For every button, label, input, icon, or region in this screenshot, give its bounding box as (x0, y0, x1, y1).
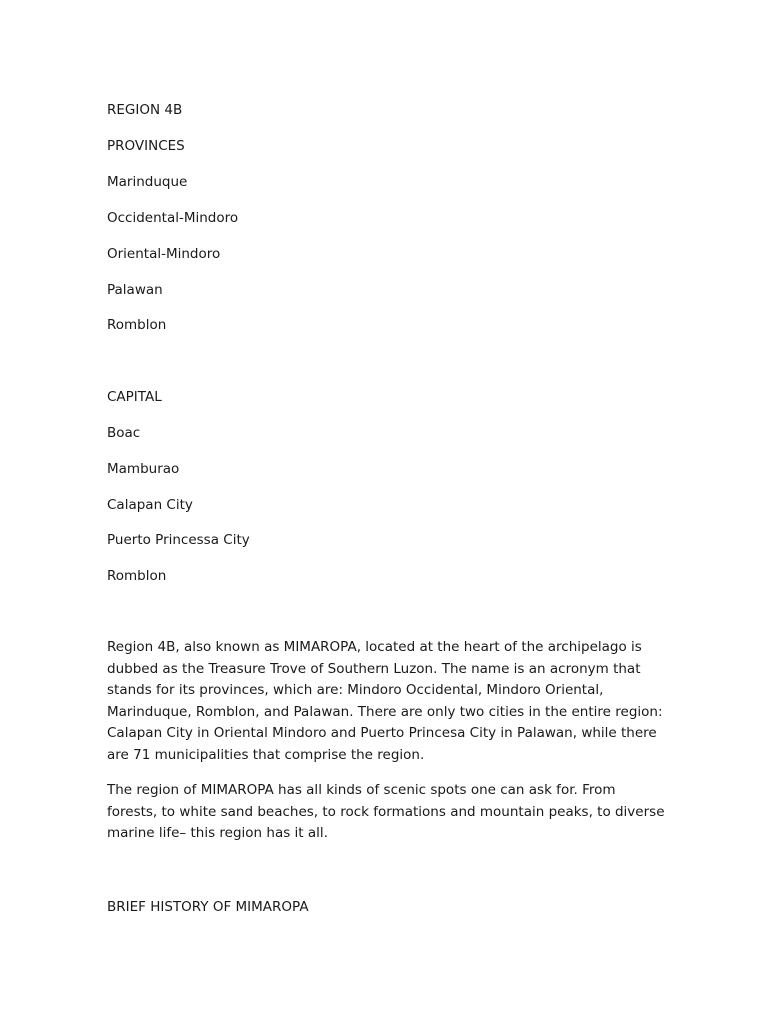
capital-heading: CAPITAL (107, 389, 162, 405)
capital-item: Puerto Princessa City (107, 532, 250, 548)
provinces-heading: PROVINCES (107, 138, 185, 154)
province-item: Oriental-Mindoro (107, 246, 221, 262)
capital-item: Mamburao (107, 461, 180, 477)
province-item: Marinduque (107, 174, 188, 190)
history-heading: BRIEF HISTORY OF MIMAROPA (107, 899, 309, 915)
scenic-paragraph: The region of MIMAROPA has all kinds of scenic spots one can ask for. From forests, to white sand beaches, to rock formations and mountain peaks, to diverse marine life– this region has it all. (107, 782, 665, 842)
region-heading: REGION 4B (107, 102, 183, 118)
province-item: Romblon (107, 317, 167, 333)
province-item: Palawan (107, 282, 163, 298)
capital-item: Boac (107, 425, 141, 441)
intro-paragraph: Region 4B, also known as MIMAROPA, located at the heart of the archipelago is dubbed as the Treasure Trove of Southern Luzon. The name is an acronym that stands for its provinces, which are: Mindoro Occidental, Mindoro Oriental, Marinduque, Romblon, and Palawan. There are only two cities in the entire region: Calapan City in Oriental Mindoro and Puerto Princesa City in Palawan, while there are 71 municipalities that comprise the region. (107, 639, 663, 763)
capital-item: Calapan City (107, 497, 193, 513)
province-item: Occidental-Mindoro (107, 210, 239, 226)
capital-item: Romblon (107, 568, 167, 584)
